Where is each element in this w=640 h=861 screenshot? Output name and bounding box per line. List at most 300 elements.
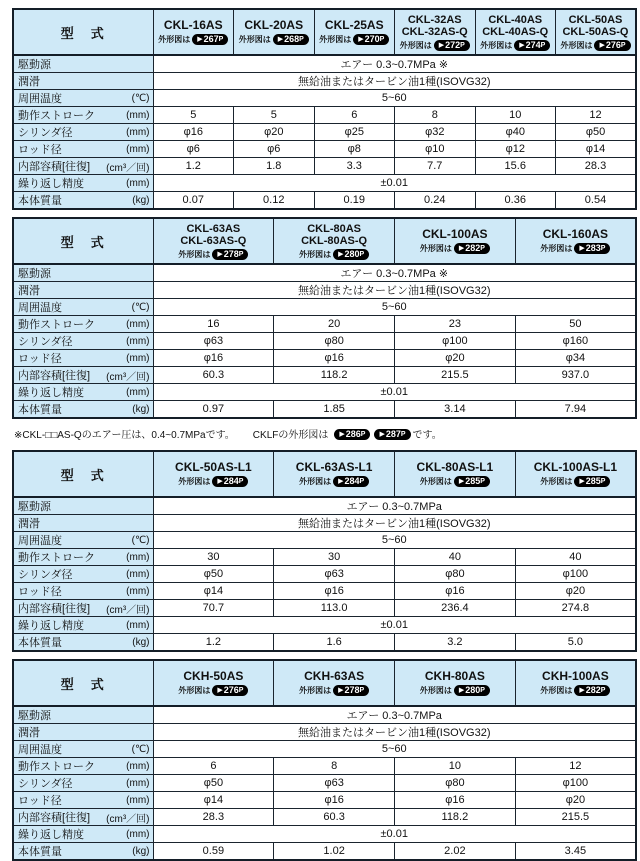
row-label-cell <box>13 316 153 333</box>
spec-value-cell: 118.2 <box>274 367 395 384</box>
spec-value-cell: 3.45 <box>515 843 636 861</box>
row-unit: (cm³／回) <box>106 604 150 616</box>
spec-value-cell: 0.12 <box>234 192 315 210</box>
spec-span-cell: 無給油またはタービン油1種(ISOVG32) <box>153 724 636 741</box>
row-label-wrap <box>18 532 150 548</box>
row-label: シリンダ径 <box>18 336 73 348</box>
arrow-icon: ▶ <box>338 478 344 485</box>
row-label-cell <box>13 515 153 532</box>
spec-value-cell: 6 <box>314 107 395 124</box>
spec-value-cell: 215.5 <box>395 367 516 384</box>
model-header-stack <box>516 452 635 496</box>
table-row <box>13 775 636 792</box>
outline-label: 外形図は <box>480 40 513 50</box>
page-badge[interactable]: ▶ 285 P <box>454 476 490 487</box>
row-label-wrap <box>18 617 150 633</box>
row-label: 駆動源 <box>18 268 51 280</box>
model-column-header <box>395 218 516 264</box>
outline-label: 外形図は <box>178 686 211 695</box>
row-label-wrap <box>18 90 150 106</box>
outline-drawing-ref <box>420 476 490 487</box>
spec-value-cell: 1.85 <box>274 401 395 419</box>
arrow-icon: ▶ <box>338 687 344 694</box>
spec-value-cell: φ50 <box>153 775 274 792</box>
row-label: 動作ストローク <box>18 552 95 564</box>
arrow-icon: ▶ <box>579 245 585 252</box>
model-column-header <box>153 9 234 55</box>
page-suffix: P <box>359 478 365 485</box>
row-label-wrap <box>18 367 150 383</box>
page-badge[interactable]: ▶ 283 P <box>574 243 610 254</box>
spec-value-cell: φ6 <box>234 141 315 158</box>
spec-value-cell: 937.0 <box>515 367 636 384</box>
row-label-wrap <box>18 583 150 599</box>
model-name: CKH-100AS <box>542 669 609 683</box>
type-column-header: 型 式 <box>13 9 153 55</box>
spec-span-cell: 無給油またはタービン油1種(ISOVG32) <box>153 515 636 532</box>
row-label-wrap <box>18 282 150 298</box>
page-suffix: P <box>600 245 606 252</box>
row-label: 繰り返し精度 <box>18 829 84 841</box>
page-badge[interactable]: ▶ 278 P <box>333 685 369 696</box>
row-unit: (cm³／回) <box>106 162 150 174</box>
row-label-wrap <box>18 634 150 650</box>
arrow-icon: ▶ <box>217 250 223 258</box>
outline-drawing-ref <box>299 476 369 487</box>
row-label-wrap <box>18 175 150 191</box>
row-label: 周囲温度 <box>18 535 62 547</box>
table-row <box>13 192 636 210</box>
model-name: CKL-20AS <box>244 18 304 32</box>
row-label-cell <box>13 367 153 384</box>
spec-value-cell: φ16 <box>395 792 516 809</box>
spec-value-cell: 0.19 <box>314 192 395 210</box>
spec-value-cell: 8 <box>395 107 476 124</box>
model-column-header <box>314 9 395 55</box>
row-label-cell <box>13 384 153 401</box>
page-badge[interactable]: ▶ 278 P <box>212 249 248 260</box>
model-header-stack <box>154 219 274 263</box>
spec-value-cell: 0.97 <box>153 401 274 419</box>
table-row <box>13 706 636 724</box>
page-suffix: P <box>540 41 546 49</box>
table-row <box>13 124 636 141</box>
table-row <box>13 843 636 861</box>
model-header-stack <box>395 452 515 496</box>
outline-label: 外形図は <box>419 244 452 253</box>
model-column-header <box>234 9 315 55</box>
outline-label: 外形図は <box>299 477 332 486</box>
row-label: ロッド径 <box>18 586 62 598</box>
arrow-icon: ▶ <box>197 36 203 43</box>
spec-value-cell: 6 <box>153 758 274 775</box>
model-name: CKL-32AS <box>407 13 462 26</box>
page-badge[interactable]: ▶ 267 P <box>192 34 228 45</box>
outline-label: 外形図は <box>540 686 573 695</box>
table-row <box>13 73 636 90</box>
spec-value-cell: 5.0 <box>515 634 636 652</box>
spec-span-cell: エアー 0.3~0.7MPa <box>153 706 636 724</box>
page-badge[interactable]: ▶ 274 P <box>514 40 550 51</box>
model-header-stack <box>395 661 515 705</box>
spec-span-cell: 5~60 <box>153 741 636 758</box>
table-row <box>13 583 636 600</box>
table-row <box>13 617 636 634</box>
row-unit: (mm) <box>126 352 150 364</box>
row-unit: (mm) <box>126 386 150 398</box>
row-label-cell <box>13 634 153 652</box>
row-label-wrap <box>18 600 150 616</box>
row-label-cell <box>13 741 153 758</box>
spec-value-cell: φ100 <box>515 566 636 583</box>
spec-table-ckl-as <box>12 8 637 210</box>
spec-value-cell: 274.8 <box>515 600 636 617</box>
footnote-page-badge[interactable]: ▶ 286 P <box>334 429 370 440</box>
model-column-header <box>395 451 516 497</box>
spec-span-cell: エアー 0.3~0.7MPa ※ <box>153 55 636 73</box>
row-label-wrap <box>18 401 150 417</box>
table-row <box>13 55 636 73</box>
footnote-page-badge[interactable]: ▶ 287 P <box>374 429 410 440</box>
spec-value-cell: 7.94 <box>515 401 636 419</box>
spec-value-cell: 2.02 <box>395 843 516 861</box>
row-label: 駆動源 <box>18 59 51 71</box>
page-badge[interactable]: ▶ 280 P <box>333 249 369 260</box>
arrow-icon: ▶ <box>277 36 284 43</box>
row-label: シリンダ径 <box>18 127 73 139</box>
model-column-header <box>153 660 274 706</box>
outline-label: 外形図は <box>540 477 573 486</box>
row-label-wrap <box>18 158 150 174</box>
table-row <box>13 634 636 652</box>
row-unit: (mm) <box>126 760 150 772</box>
type-column-header: 型 式 <box>13 451 153 497</box>
spec-value-cell: 3.14 <box>395 401 516 419</box>
table-row <box>13 141 636 158</box>
spec-value-cell: 60.3 <box>274 809 395 826</box>
footnote <box>14 426 639 441</box>
row-label: 内部容積[往復] <box>18 812 91 824</box>
model-column-header <box>153 451 274 497</box>
model-name: CKL-40AS <box>488 13 543 26</box>
spec-span-cell: 5~60 <box>153 90 636 107</box>
page-suffix: P <box>400 430 406 438</box>
page-badge[interactable]: ▶ 282 P <box>574 685 610 696</box>
spec-value-cell: 20 <box>274 316 395 333</box>
spec-value-cell: 23 <box>395 316 516 333</box>
spec-value-cell: φ10 <box>395 141 476 158</box>
row-label-wrap <box>18 515 150 531</box>
table-row <box>13 566 636 583</box>
row-label-wrap <box>18 498 150 514</box>
spec-value-cell: φ80 <box>395 775 516 792</box>
spec-value-cell: φ8 <box>314 141 395 158</box>
row-label-wrap <box>18 124 150 140</box>
spec-span-cell: 5~60 <box>153 299 636 316</box>
spec-value-cell: φ6 <box>153 141 234 158</box>
spec-value-cell: 215.5 <box>515 809 636 826</box>
spec-value-cell: 28.3 <box>153 809 274 826</box>
outline-label: 外形図は <box>419 477 452 486</box>
spec-value-cell: 3.3 <box>314 158 395 175</box>
row-unit: (mm) <box>126 828 150 840</box>
arrow-icon: ▶ <box>217 478 223 485</box>
row-label-cell <box>13 600 153 617</box>
outline-label: 外形図は <box>560 40 593 50</box>
row-label-wrap <box>18 384 150 400</box>
outline-label: 外形図は <box>299 249 332 259</box>
table-row <box>13 826 636 843</box>
spec-value-cell: φ14 <box>153 792 274 809</box>
spec-value-cell: φ63 <box>274 566 395 583</box>
table-row <box>13 741 636 758</box>
arrow-icon: ▶ <box>217 687 223 694</box>
outline-drawing-ref <box>420 685 490 696</box>
table-row <box>13 809 636 826</box>
row-label-wrap <box>18 299 150 315</box>
row-label: 内部容積[往復] <box>18 603 91 615</box>
spec-value-cell: φ20 <box>515 792 636 809</box>
page-badge[interactable]: ▶ 284 P <box>212 476 248 487</box>
row-label-wrap <box>18 56 150 72</box>
outline-drawing-ref <box>560 40 630 51</box>
row-label-wrap <box>18 73 150 89</box>
spec-value-cell: φ14 <box>556 141 637 158</box>
arrow-icon: ▶ <box>458 687 465 694</box>
spec-value-cell: φ80 <box>395 566 516 583</box>
row-label-wrap <box>18 265 150 281</box>
row-label-wrap <box>18 350 150 366</box>
row-label: 潤滑 <box>18 285 40 297</box>
spec-value-cell: φ12 <box>475 141 556 158</box>
outline-label: 外形図は <box>158 35 191 44</box>
row-label-cell <box>13 282 153 299</box>
outline-drawing-ref <box>540 243 610 254</box>
model-column-header <box>515 218 636 264</box>
model-name: CKL-32AS-Q <box>401 25 468 38</box>
row-label: ロッド径 <box>18 144 62 156</box>
page-suffix: P <box>480 687 485 694</box>
row-label-wrap <box>18 792 150 808</box>
footnote-text-after: です。 <box>412 430 442 441</box>
row-label-cell <box>13 497 153 515</box>
page-badge[interactable]: ▶ 270 P <box>353 34 389 45</box>
row-unit: (℃) <box>131 743 150 755</box>
model-name: CKL-25AS <box>324 18 384 32</box>
row-label-wrap <box>18 333 150 349</box>
row-label-cell <box>13 264 153 282</box>
row-unit: (℃) <box>131 92 150 104</box>
page-badge[interactable]: ▶ 276 P <box>594 40 630 51</box>
row-unit: (mm) <box>126 585 150 597</box>
model-column-header <box>274 218 395 264</box>
row-label-wrap <box>18 141 150 157</box>
model-name: CKL-16AS <box>163 18 223 32</box>
row-label: 周囲温度 <box>18 302 62 314</box>
model-header-stack <box>154 661 274 705</box>
model-header-stack <box>395 10 475 54</box>
spec-value-cell: 30 <box>153 549 274 566</box>
row-label-cell <box>13 141 153 158</box>
row-label-cell <box>13 706 153 724</box>
model-header-stack <box>516 661 635 705</box>
spec-value-cell: φ160 <box>515 333 636 350</box>
spec-span-cell: 無給油またはタービン油1種(ISOVG32) <box>153 73 636 90</box>
spec-value-cell: 1.2 <box>153 158 234 175</box>
row-label-cell <box>13 124 153 141</box>
page-suffix: P <box>460 41 465 49</box>
row-label-wrap <box>18 724 150 740</box>
spec-value-cell: φ25 <box>314 124 395 141</box>
row-label-cell <box>13 724 153 741</box>
page-badge[interactable]: ▶ 276 P <box>212 685 248 696</box>
outline-label: 外形図は <box>178 477 211 486</box>
row-label-cell <box>13 175 153 192</box>
arrow-icon: ▶ <box>358 36 364 43</box>
row-label: 潤滑 <box>18 518 40 530</box>
row-unit: (mm) <box>126 143 150 155</box>
spec-value-cell: 0.24 <box>395 192 476 210</box>
spec-table-ckl-as-l1 <box>12 450 637 652</box>
page-badge[interactable]: ▶ 284 P <box>333 476 369 487</box>
row-label: 本体質量 <box>18 637 62 649</box>
arrow-icon: ▶ <box>519 41 525 49</box>
model-name: CKL-80AS-Q <box>301 234 368 247</box>
spec-value-cell: 7.7 <box>395 158 476 175</box>
model-name: CKH-50AS <box>183 669 244 683</box>
row-label: 動作ストローク <box>18 761 95 773</box>
row-unit: (mm) <box>126 551 150 563</box>
model-column-header <box>556 9 637 55</box>
spec-span-cell: エアー 0.3~0.7MPa ※ <box>153 264 636 282</box>
spec-value-cell: 0.59 <box>153 843 274 861</box>
table-row <box>13 532 636 549</box>
spec-value-cell: 1.8 <box>234 158 315 175</box>
model-column-header <box>515 660 636 706</box>
spec-value-cell: 40 <box>515 549 636 566</box>
spec-span-cell: ±0.01 <box>153 617 636 634</box>
row-label: 周囲温度 <box>18 93 62 105</box>
spec-table-ckh-as <box>12 659 637 861</box>
row-label: 潤滑 <box>18 76 40 88</box>
spec-span-cell: ±0.01 <box>153 826 636 843</box>
spec-value-cell: 3.2 <box>395 634 516 652</box>
row-label-cell <box>13 549 153 566</box>
table-row <box>13 600 636 617</box>
spec-value-cell: 70.7 <box>153 600 274 617</box>
model-name: CKL-50AS <box>568 13 623 26</box>
outline-label: 外形図は <box>319 35 352 44</box>
row-label: 本体質量 <box>18 195 62 207</box>
row-unit: (mm) <box>126 568 150 580</box>
model-header-stack <box>154 452 274 496</box>
spec-value-cell: 1.6 <box>274 634 395 652</box>
arrow-icon: ▶ <box>458 478 465 485</box>
row-unit: (mm) <box>126 109 150 121</box>
table-row <box>13 90 636 107</box>
model-header-stack <box>274 452 394 496</box>
row-unit: (cm³／回) <box>106 371 150 383</box>
spec-value-cell: φ40 <box>475 124 556 141</box>
spec-value-cell: 40 <box>395 549 516 566</box>
row-label-cell <box>13 158 153 175</box>
page-badge[interactable]: ▶ 272 P <box>434 40 470 51</box>
page-suffix: P <box>600 478 606 485</box>
row-label-wrap <box>18 843 150 859</box>
row-label: 潤滑 <box>18 727 40 739</box>
type-column-header: 型 式 <box>13 660 153 706</box>
row-label: 駆動源 <box>18 501 51 513</box>
model-column-header <box>274 660 395 706</box>
row-label: 本体質量 <box>18 846 62 858</box>
model-name: CKH-80AS <box>424 669 485 683</box>
spec-value-cell: φ16 <box>274 583 395 600</box>
row-label: 動作ストローク <box>18 319 95 331</box>
row-label-cell <box>13 333 153 350</box>
row-label-cell <box>13 583 153 600</box>
spec-value-cell: 10 <box>475 107 556 124</box>
model-name: CKL-80AS-L1 <box>416 460 494 474</box>
spec-value-cell: 236.4 <box>395 600 516 617</box>
row-unit: (mm) <box>126 335 150 347</box>
spec-value-cell: 10 <box>395 758 516 775</box>
row-unit: (cm³／回) <box>106 813 150 825</box>
page-suffix: P <box>620 41 626 49</box>
row-label-wrap <box>18 316 150 332</box>
row-label-wrap <box>18 549 150 565</box>
footnote-text-mid: CKLFの外形図は <box>252 430 329 441</box>
table-row <box>13 515 636 532</box>
arrow-icon: ▶ <box>579 478 585 485</box>
model-name: CKL-100AS-L1 <box>533 460 618 474</box>
table-row <box>13 384 636 401</box>
model-header-stack <box>476 10 556 54</box>
row-label-wrap <box>18 809 150 825</box>
spec-value-cell: φ100 <box>515 775 636 792</box>
row-label-wrap <box>18 707 150 723</box>
model-header-stack <box>154 10 234 54</box>
model-header-stack <box>234 10 314 54</box>
page-badge[interactable]: ▶ 268 P <box>273 34 309 45</box>
outline-drawing-ref <box>178 685 248 696</box>
model-name: CKL-63AS-Q <box>180 234 247 247</box>
spec-value-cell: φ14 <box>153 583 274 600</box>
row-unit: (℃) <box>131 534 150 546</box>
outline-drawing-ref <box>178 476 248 487</box>
row-label-cell <box>13 809 153 826</box>
spec-span-cell: 5~60 <box>153 532 636 549</box>
row-label-cell <box>13 350 153 367</box>
spec-span-cell: ±0.01 <box>153 384 636 401</box>
page-suffix: P <box>360 430 366 438</box>
table-row <box>13 333 636 350</box>
type-column-header: 型 式 <box>13 218 153 264</box>
page-badge[interactable]: ▶ 285 P <box>574 476 610 487</box>
row-label-cell <box>13 107 153 124</box>
spec-value-cell: 5 <box>153 107 234 124</box>
outline-label: 外形図は <box>399 40 432 50</box>
model-name: CKL-63AS <box>186 222 241 235</box>
spec-value-cell: 28.3 <box>556 158 637 175</box>
row-label: ロッド径 <box>18 353 62 365</box>
page-badge[interactable]: ▶ 280 P <box>454 685 490 696</box>
page-badge[interactable]: ▶ 282 P <box>454 243 490 254</box>
row-label-wrap <box>18 758 150 774</box>
arrow-icon: ▶ <box>338 250 344 258</box>
spec-value-cell: φ16 <box>153 124 234 141</box>
page-suffix: P <box>600 687 606 694</box>
outline-drawing-ref <box>480 40 550 51</box>
